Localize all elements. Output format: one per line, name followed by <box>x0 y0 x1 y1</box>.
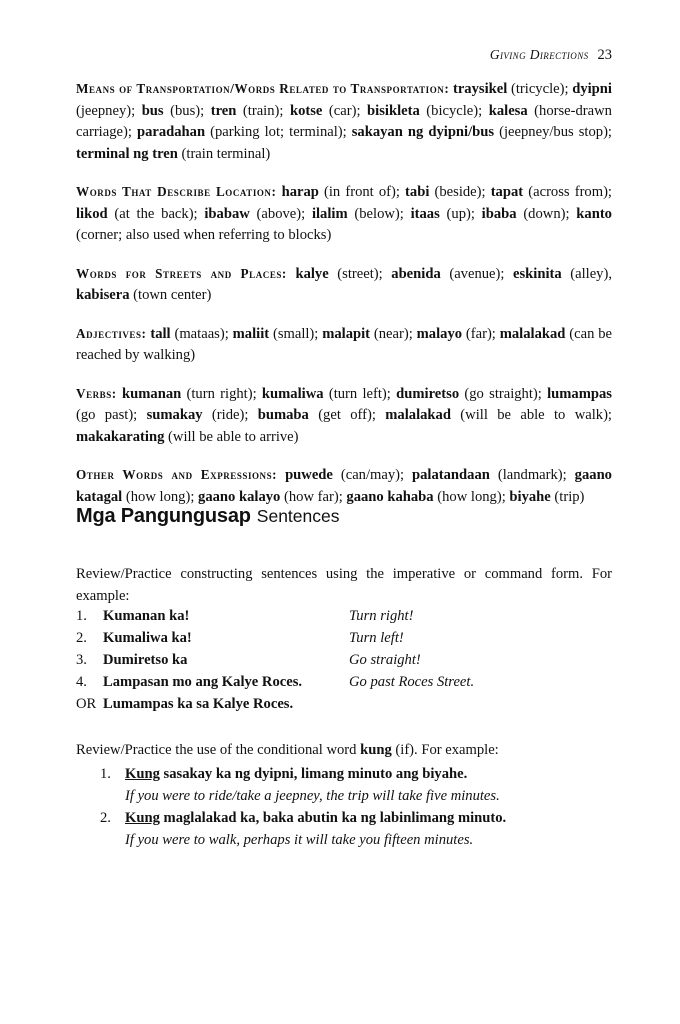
alternative-tagalog: Lumampas ka sa Kalye Roces. <box>103 696 294 712</box>
vocabulary-terms: kumanan (turn right); kumaliwa (turn left); dumiretso (go straight); lumampas (go past); sumakay (ride); bumaba (get off); malalakad (will be able to walk); makakarating (will be able to arrive) <box>76 385 612 445</box>
alternative-prefix: OR <box>76 696 97 712</box>
conditional-intro-paragraph: Review/Practice the use of the conditional word kung (if). For example: <box>76 741 499 758</box>
list-item-tagalog: Lampasan mo ang Kalye Roces. <box>103 674 303 690</box>
vocabulary-entry-location <box>76 181 612 247</box>
list-item-tagalog: Kumanan ka! <box>103 608 190 624</box>
vocabulary-label: Words for Streets and Places: <box>76 265 287 281</box>
vocabulary-terms: puwede (can/may); palatandaan (landmark); gaano katagal (how long); gaano kalayo (how far); gaano kahaba (how long); biyahe (trip) <box>76 467 612 505</box>
vocabulary-entry-transportation <box>76 78 612 165</box>
list-item-english: Turn left! <box>349 630 404 646</box>
list-item-tagalog: Dumiretso ka <box>103 652 188 668</box>
list-item <box>76 605 612 627</box>
conditional-tagalog-line <box>76 807 612 829</box>
list-item-number: 1. <box>76 608 87 624</box>
vocabulary-label: Words That Describe Location: <box>76 184 277 199</box>
vocabulary-entry-adjectives <box>76 323 612 367</box>
list-item <box>76 671 612 693</box>
vocabulary-label: Verbs: <box>76 385 117 401</box>
vocabulary-label: Means of Transportation/Words Related to Transportation: <box>76 81 450 96</box>
conditional-tagalog-line <box>76 763 612 785</box>
list-item-english: Turn right! <box>349 608 414 624</box>
list-item-tagalog: Kumaliwa ka! <box>103 630 192 646</box>
list-item-number: 2. <box>76 630 87 646</box>
vocabulary-entry-other-words <box>76 464 612 508</box>
vocabulary-terms: tall (mataas); maliit (small); malapit (near); malayo (far); malalakad (can be reached by walking) <box>76 325 612 363</box>
list-item-tagalog: Kung sasakay ka ng dyipni, limang minuto ang biyahe. <box>125 766 468 782</box>
vocabulary-section <box>76 78 612 508</box>
list-item <box>76 627 612 649</box>
section-heading-english: Sentences <box>256 506 340 526</box>
page-number: 23 <box>597 47 612 63</box>
vocabulary-label: Other Words and Expressions: <box>76 467 278 482</box>
vocabulary-terms: harap (in front of); tabi (beside); tapat (across from); likod (at the back); ibabaw (above); ilalim (below); itaas (up); ibaba (down); kanto (corner; also used when referring to blocks) <box>76 184 612 243</box>
list-item <box>76 763 612 807</box>
conditional-example-list <box>76 763 612 851</box>
list-item-tagalog: Kung maglalakad ka, baka abutin ka ng labinlimang minuto. <box>125 810 507 826</box>
list-item-number: 4. <box>76 674 87 690</box>
vocabulary-terms: kalye (street); abenida (avenue); eskinita (alley), kabisera (town center) <box>76 265 612 303</box>
running-head <box>76 46 612 64</box>
vocabulary-terms: traysikel (tricycle); dyipni (jeepney); bus (bus); tren (train); kotse (car); bisikleta (bicycle); kalesa (horse-drawn carriage); paradahan (parking lot; terminal); sakayan ng dyipni/bus (jeepney/bus stop); terminal ng tren (train terminal) <box>76 81 612 162</box>
list-item-alternative <box>76 693 612 715</box>
list-item-english: If you were to walk, perhaps it will take you fifteen minutes. <box>125 832 474 848</box>
list-item-number: 1. <box>100 766 111 782</box>
vocabulary-label: Adjectives: <box>76 325 147 341</box>
section-heading <box>76 505 612 528</box>
list-item-english: Go straight! <box>349 652 421 668</box>
list-item <box>76 807 612 851</box>
imperative-intro-paragraph: Review/Practice constructing sentences using the imperative or command form. For example: <box>76 565 612 604</box>
vocabulary-entry-verbs <box>76 383 612 449</box>
list-item-english: Go past Roces Street. <box>349 674 475 690</box>
list-item-english: If you were to ride/take a jeepney, the trip will take five minutes. <box>125 788 500 804</box>
list-item-number: 3. <box>76 652 87 668</box>
list-item <box>76 649 612 671</box>
running-head-title: Giving Directions <box>489 47 589 62</box>
vocabulary-entry-streets-places <box>76 263 612 307</box>
list-item-number: 2. <box>100 810 111 826</box>
section-heading-tagalog: Mga Pangungusap <box>76 505 251 527</box>
command-example-list <box>76 605 612 715</box>
